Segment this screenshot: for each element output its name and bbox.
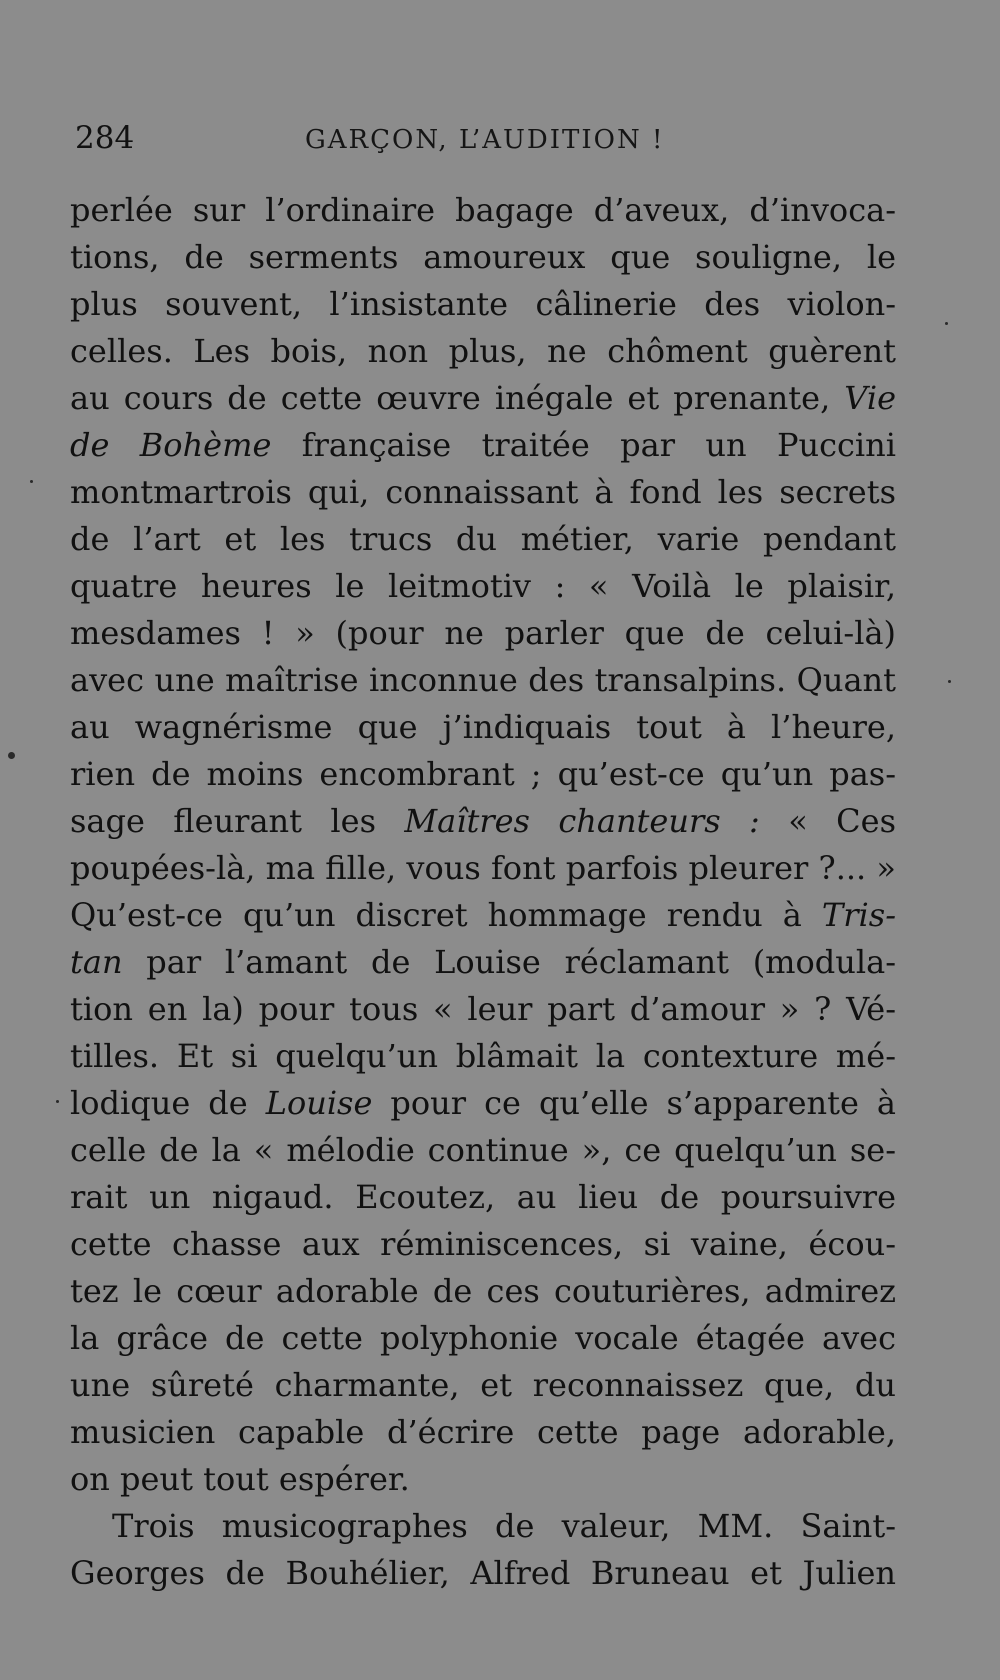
running-title: GARÇON, L’AUDITION ! — [305, 125, 665, 155]
text-run: poupées-là, ma fille, vous font parfois pleurer ?... » — [70, 849, 896, 887]
scan-speck — [945, 322, 948, 325]
italic-title: de Bohème — [70, 426, 272, 464]
text-run: tilles. Et si quelqu’un blâmait la contexture mé- — [70, 1037, 896, 1075]
text-line — [70, 1033, 896, 1080]
text-run: une sûreté charmante, et reconnaissez que, du — [70, 1366, 896, 1404]
text-run: quatre heures le leitmotiv : « Voilà le plaisir, — [70, 567, 896, 605]
text-run: de l’art et les trucs du métier, varie pendant — [70, 520, 896, 558]
page-number: 284 — [75, 120, 135, 156]
text-line — [70, 328, 896, 375]
text-run: avec une maîtrise inconnue des transalpins. Quant — [70, 661, 896, 699]
scan-speck — [948, 680, 951, 683]
text-line — [70, 610, 896, 657]
text-run: montmartrois qui, connaissant à fond les secrets — [70, 473, 896, 511]
scan-speck — [8, 752, 15, 759]
text-run: « Ces — [759, 802, 896, 840]
text-line — [70, 375, 896, 422]
text-line — [70, 1080, 896, 1127]
paragraph-start-line — [70, 1503, 896, 1550]
text-run: on peut tout espérer. — [70, 1460, 410, 1498]
text-run: rait un nigaud. Ecoutez, au lieu de poursuivre — [70, 1178, 896, 1216]
text-line — [70, 939, 896, 986]
text-run: la grâce de cette polyphonie vocale étagée avec — [70, 1319, 896, 1357]
body-text — [70, 187, 896, 1597]
text-run: plus souvent, l’insistante câlinerie des violon- — [70, 285, 896, 323]
text-run: rien de moins encombrant ; qu’est-ce qu’un pas- — [70, 755, 896, 793]
running-head — [75, 118, 935, 158]
text-run: au cours de cette œuvre inégale et prenante, — [70, 379, 845, 417]
text-run: lodique de — [70, 1084, 266, 1122]
scan-speck — [56, 1100, 59, 1103]
text-run: sage fleurant les — [70, 802, 405, 840]
text-run: tions, de serments amoureux que souligne, le — [70, 238, 896, 276]
text-run: par l’amant de Louise réclamant (modula- — [122, 943, 896, 981]
text-run: perlée sur l’ordinaire bagage d’aveux, d’invoca- — [70, 191, 896, 229]
text-line — [70, 1127, 896, 1174]
text-line — [70, 892, 896, 939]
text-line — [70, 657, 896, 704]
text-line — [70, 187, 896, 234]
text-run: tion en la) pour tous « leur part d’amour » ? Vé- — [70, 990, 896, 1028]
text-run: tez le cœur adorable de ces couturières, admirez — [70, 1272, 896, 1310]
text-line — [70, 469, 896, 516]
text-line — [70, 1174, 896, 1221]
italic-title: Vie — [844, 379, 896, 417]
text-line — [70, 986, 896, 1033]
italic-title: tan — [70, 943, 123, 981]
text-line — [70, 281, 896, 328]
text-run: celles. Les bois, non plus, ne chôment guèrent — [70, 332, 896, 370]
text-line — [70, 1362, 896, 1409]
text-run: Trois musicographes de valeur, MM. Saint- — [112, 1507, 896, 1545]
text-line — [70, 1268, 896, 1315]
text-line — [70, 1409, 896, 1456]
text-line — [70, 845, 896, 892]
text-line — [70, 422, 896, 469]
text-line — [70, 1550, 896, 1597]
text-line — [70, 798, 896, 845]
text-line — [70, 1315, 896, 1362]
italic-title: Maîtres chanteurs : — [404, 802, 760, 840]
text-line — [70, 751, 896, 798]
text-run: Qu’est-ce qu’un discret hommage rendu à — [70, 896, 822, 934]
text-line — [70, 234, 896, 281]
text-run: celle de la « mélodie continue », ce quelqu’un se- — [70, 1131, 896, 1169]
text-run: mesdames ! » (pour ne parler que de celui-là) — [70, 614, 896, 652]
text-line — [70, 563, 896, 610]
italic-title: Louise — [265, 1084, 373, 1122]
italic-title: Tris- — [821, 896, 896, 934]
text-run: Georges de Bouhélier, Alfred Bruneau et Julien — [70, 1554, 896, 1592]
paragraph-end-line — [70, 1456, 896, 1503]
text-line — [70, 704, 896, 751]
scan-speck — [30, 480, 33, 483]
text-line — [70, 516, 896, 563]
text-run: cette chasse aux réminiscences, si vaine, écou- — [70, 1225, 896, 1263]
text-run: au wagnérisme que j’indiquais tout à l’heure, — [70, 708, 896, 746]
text-run: française traitée par un Puccini — [271, 426, 896, 464]
text-line — [70, 1221, 896, 1268]
text-run: pour ce qu’elle s’apparente à — [372, 1084, 896, 1122]
text-run: musicien capable d’écrire cette page adorable, — [70, 1413, 896, 1451]
